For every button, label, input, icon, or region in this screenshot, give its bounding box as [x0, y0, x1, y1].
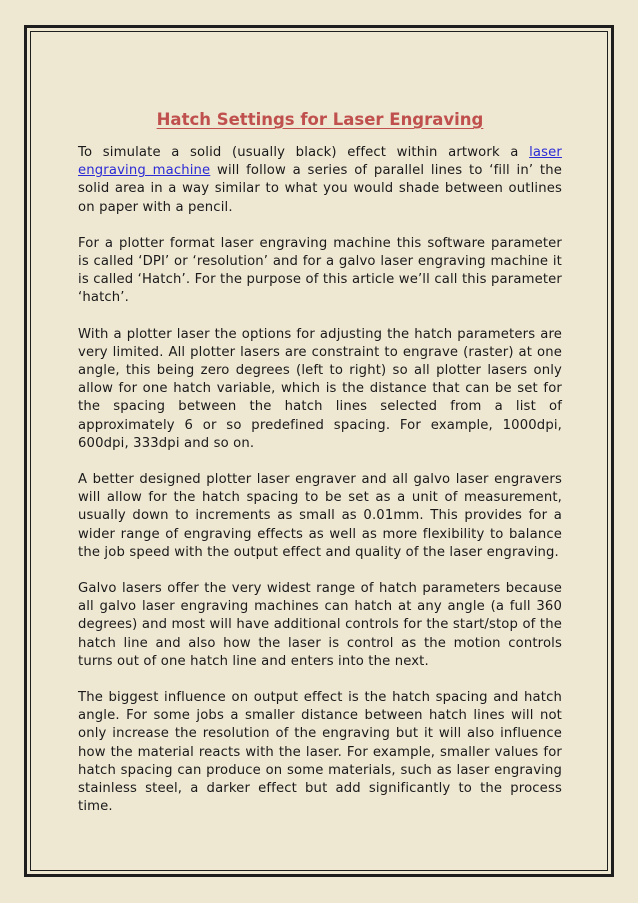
paragraph-2: For a plotter format laser engraving machine this software parameter is called ‘DPI’ or ‘resolution’ and for a galvo laser engraving machine it is called ‘Hatch’. For the purpose of this article we’ll call this parameter ‘hatch’.	[78, 235, 562, 306]
paragraph-6: The biggest influence on output effect is the hatch spacing and hatch angle. For some jobs a smaller distance between hatch lines will not only increase the resolution of the engraving but it will also influence how the material reacts with the laser. For example, smaller values for hatch spacing can produce on some materials, such as laser engraving stainless steel, a darker effect but add significantly to the process time.	[78, 690, 562, 815]
paragraph-1-text-after: will follow a series of parallel lines to ‘fill in’ the solid area in a way similar to what you would shade between outlines on paper with a pencil.	[78, 163, 562, 215]
paragraph-1	[78, 144, 562, 217]
laser-engraving-machine-link[interactable]: laser engraving machine	[78, 145, 562, 179]
paragraph-3: With a plotter laser the options for adjusting the hatch parameters are very limited. All plotter lasers are constraint to engrave (raster) at one angle, this being zero degrees (left to right) so all plotter lasers only allow for one hatch variable, which is the distance that can be set for the spacing between the hatch lines selected from a list of approximately 6 or so predefined spacing. For example, 1000dpi, 600dpi, 333dpi and so on.	[78, 326, 562, 451]
document-title: Hatch Settings for Laser Engraving	[156, 110, 484, 129]
paragraph-5: Galvo lasers offer the very widest range of hatch parameters because all galvo laser engraving machines can hatch at any angle (a full 360 degrees) and most will have additional controls for the start/stop of the hatch line and also how the laser is control as the motion controls turns out of one hatch line and enters into the next.	[78, 581, 562, 669]
paragraph-1-text-before: To simulate a solid (usually black) effect within artwork a	[78, 145, 530, 160]
document-body	[78, 110, 562, 835]
paragraph-4: A better designed plotter laser engraver and all galvo laser engravers will allow for the hatch spacing to be set as a unit of measurement, usually down to increments as small as 0.01mm. This provides for a wider range of engraving effects as well as more flexibility to balance the job speed with the output effect and quality of the laser engraving.	[78, 472, 562, 560]
